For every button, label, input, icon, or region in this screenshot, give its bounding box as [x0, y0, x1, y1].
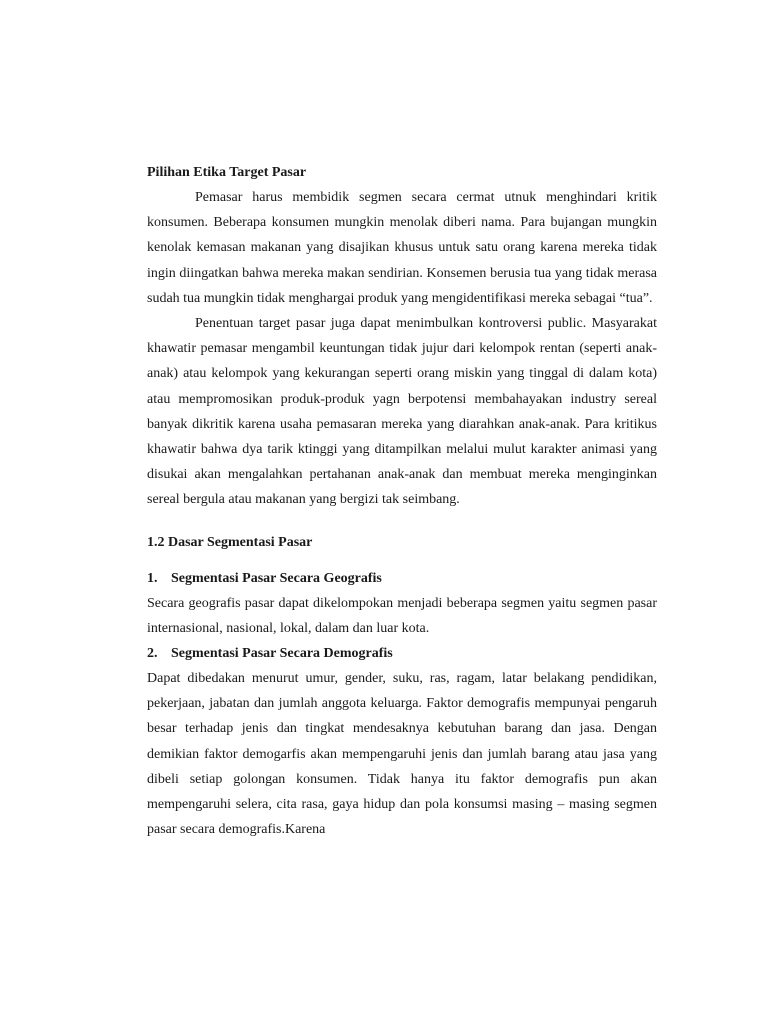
item-number: 1. [147, 570, 158, 586]
document-title: Pilihan Etika Target Pasar [147, 165, 307, 180]
document-page [147, 160, 657, 842]
numbered-heading-demografis [147, 641, 657, 666]
item-title: Segmentasi Pasar Secara Demografis [171, 646, 393, 662]
numbered-heading-geografis [147, 566, 657, 591]
paragraph-ethics-2: Penentuan target pasar juga dapat menimbulkan kontroversi public. Masyarakat khawatir pemasar mengambil keuntungan tidak jujur dari kelompok rentan (seperti anak-anak) atau kelompok yang kekurangan seperti orang miskin yang tinggal di dalam kota) atau mempromosikan produk-produk yagn berpotensi membahayakan industry sereal banyak dikritik karena usaha pemasaran mereka yang diarahkan anak-anak. Para kritikus khawatir bahwa dya tarik ktinggi yang ditampilkan melalui mulut karakter animasi yang disukai akan mengalahkan pertahanan anak-anak dan membuat mereka menginginkan sereal bergula atau makanan yang bergizi tak seimbang. [147, 316, 657, 508]
section-heading: 1.2 Dasar Segmentasi Pasar [147, 534, 313, 550]
paragraph-demografis: Dapat dibedakan menurut umur, gender, suku, ras, ragam, latar belakang pendidikan, pekerjaan, jabatan dan jumlah anggota keluarga. Faktor demografis mempunyai pengaruh besar terhadap jenis dan tingkat mendesaknya kebutuhan barang dan jasa. Dengan demikian faktor demogarfis akan mempengaruhi jenis dan jumlah barang atau jasa yang dibeli setiap golongan konsumen. Tidak hanya itu faktor demografis pun akan mempengaruhi selera, cita rasa, gaya hidup dan pola konsumsi masing – masing segmen pasar secara demografis.Karena [147, 671, 657, 838]
item-number: 2. [147, 646, 158, 662]
item-title: Segmentasi Pasar Secara Geografis [171, 570, 382, 586]
paragraph-ethics-1: Pemasar harus membidik segmen secara cermat utnuk menghindari kritik konsumen. Beberapa konsumen mungkin menolak diberi nama. Para bujangan mungkin kenolak kemasan makanan yang disajikan khusus untuk satu orang karena mereka tidak ingin diingatkan bahwa mereka makan sendirian. Konsemen berusia tua yang tidak merasa sudah tua mungkin tidak menghargai produk yang mengidentifikasi mereka sebagai “tua”. [147, 190, 657, 306]
paragraph-geografis: Secara geografis pasar dapat dikelompokan menjadi beberapa segmen yaitu segmen pasar internasional, nasional, lokal, dalam dan luar kota. [147, 595, 657, 636]
